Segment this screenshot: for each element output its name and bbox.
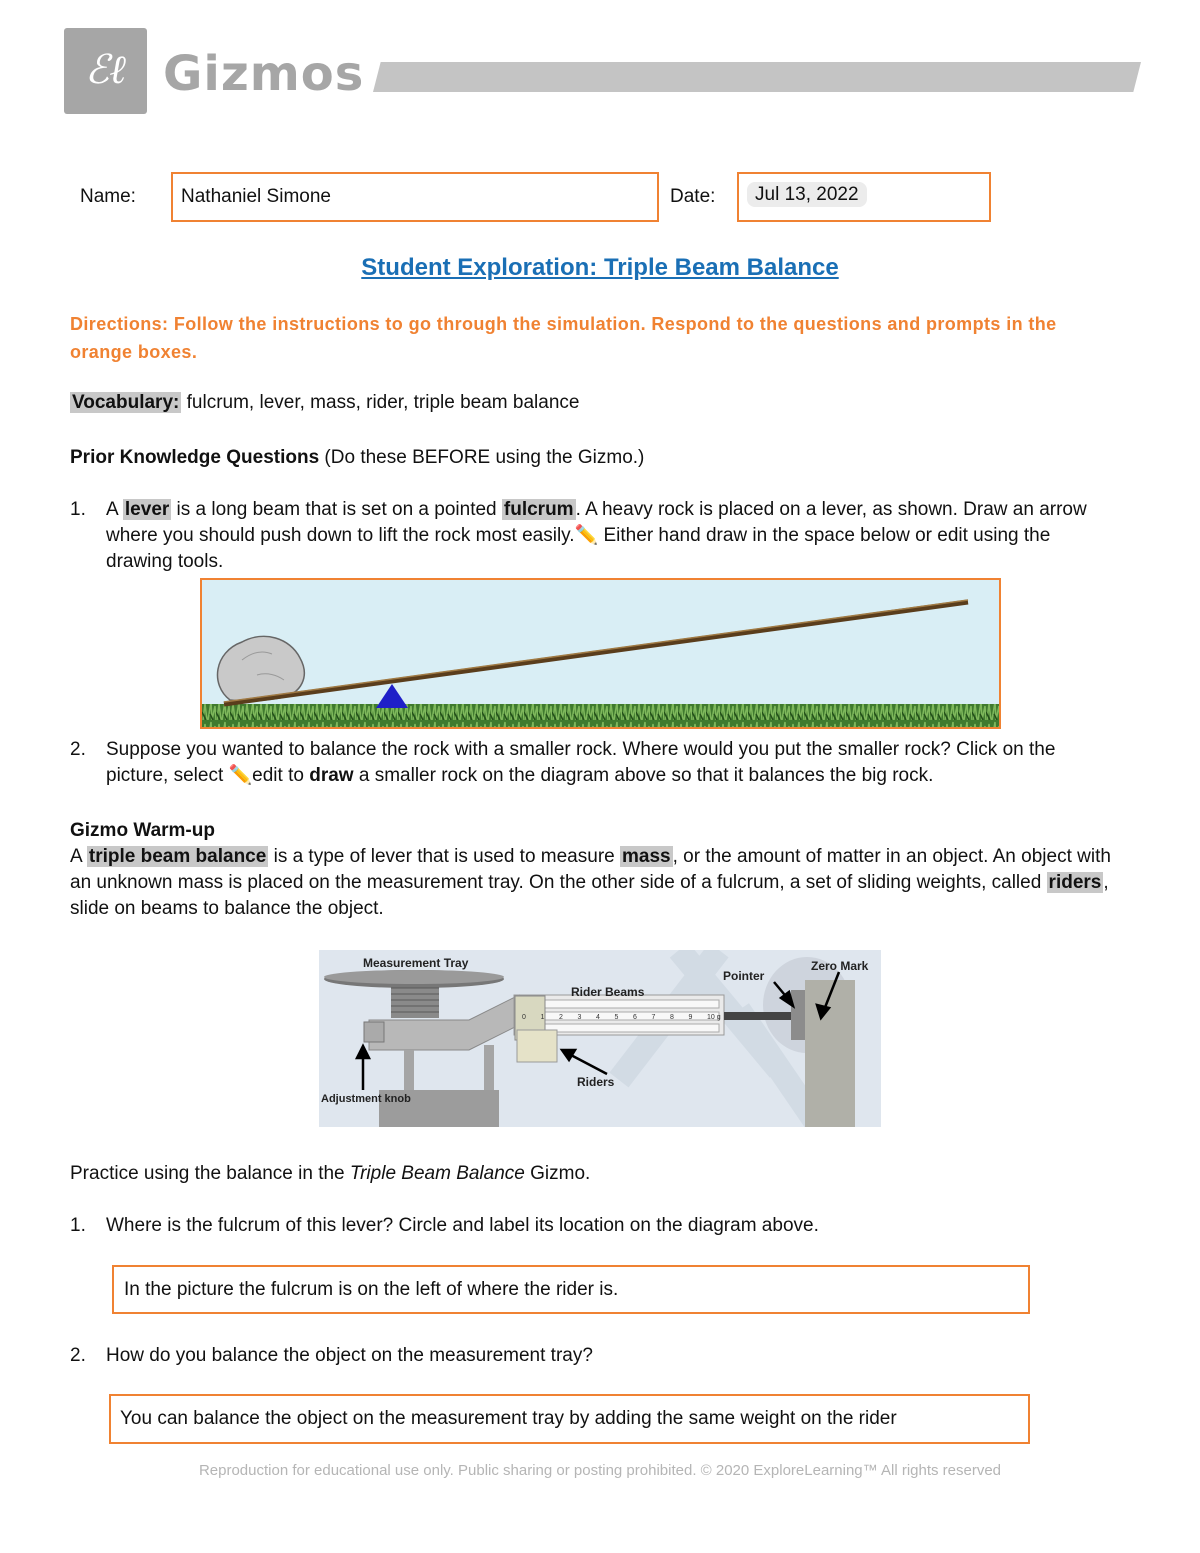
term-triple-beam-balance: triple beam balance [88,846,267,867]
tray-label: Measurement Tray [363,956,469,970]
scale-tick-label: 6 [633,1014,637,1021]
practice-text: Practice using the balance in the Triple Beam Balance Gizmo. [70,1163,591,1184]
term-mass: mass [622,846,671,867]
brand-name: Gizmos [163,46,365,102]
prior-note: (Do these BEFORE using the Gizmo.) [319,447,645,468]
warmup-question-2 [0,1343,1200,1371]
page-title: Student Exploration: Triple Beam Balance [361,254,839,281]
balance-diagram [319,950,881,1127]
date-label: Date: [670,186,716,207]
scale-tick-label: 9 [688,1014,693,1021]
directions: Directions: Follow the instructions to go through the simulation. Respond to the questions and prompts in the orange boxes. [70,314,1057,362]
answer-box-1[interactable] [112,1265,1030,1314]
term-fulcrum: fulcrum [503,499,574,520]
header-bar [373,62,1141,92]
question-1 [0,497,1200,577]
lever-diagram[interactable] [200,578,1001,729]
scale-tick-label: 3 [577,1014,582,1021]
date-value: Jul 13, 2022 [747,182,867,207]
zero-label: Zero Mark [811,959,869,973]
prior-knowledge [70,445,644,471]
scale-tick-label: 2 [559,1014,563,1021]
scale-tick-label: 5 [614,1014,619,1021]
answer-box-2[interactable] [109,1394,1030,1444]
term-lever: lever [124,499,170,520]
logo [64,28,147,114]
scale-tick-label: 10 g [707,1014,721,1021]
pencil-icon: ✏️ [574,525,599,546]
balance-illustration [319,950,881,1127]
question-2 [0,737,1200,791]
answer-text: You can balance the object on the measurement tray by adding the same weight on the rider [120,1408,897,1429]
scale-tick-label: 4 [596,1014,600,1021]
scale-tick-label: 1 [540,1014,545,1021]
scale-tick-label: 7 [651,1014,656,1021]
question-text: How do you balance the object on the measurement tray? [106,1345,593,1366]
term-riders: riders [1048,872,1102,893]
footer: Reproduction for educational use only. Public sharing or posting prohibited. © 2020 ExploreLearning™ All rights reserved [198,1462,1002,1479]
vocabulary-text: fulcrum, lever, mass, rider, triple beam balance [181,392,580,413]
gizmo-name: Triple Beam Balance [349,1163,525,1184]
vocabulary-label: Vocabulary: [72,392,180,413]
lever-illustration [202,580,999,727]
question-text: Suppose you wanted to balance the rock with a smaller rock. Where would you put the smaller rock? Click on the picture, select ✏️edit to draw a smaller rock on the diagram above so that it balances the big rock. [106,739,1056,786]
name-value: Nathaniel Simone [181,186,331,207]
name-field[interactable] [171,172,659,222]
pencil-icon: ✏️ [228,765,253,786]
warmup-heading: Gizmo Warm-up [70,820,215,841]
knob-label: Adjustment knob [321,1093,411,1105]
beams-label: Rider Beams [571,985,645,999]
scale-tick-label: 8 [670,1014,674,1021]
question-number: 2. [70,739,86,760]
question-number: 1. [70,1215,86,1236]
term-draw: draw [309,765,354,786]
question-text: Where is the fulcrum of this lever? Circle and label its location on the diagram above. [106,1215,819,1236]
prior-heading: Prior Knowledge Questions [70,447,320,468]
vocabulary [70,390,579,416]
pointer-bar [724,1012,792,1020]
question-number: 2. [70,1345,86,1366]
warmup-section: Gizmo Warm-up A triple beam balance is a type of lever that is used to measure mass , or the amount of matter in an object. An object with an unknown mass is placed on the measurement tray. On the other side of a fulcrum, a set of sliding weights, called riders , slide on beams to balance the object. [70,820,1111,919]
scale-tick-label: 0 [522,1014,526,1021]
date-field[interactable] [737,172,991,222]
warmup-question-1 [0,1213,1200,1241]
grass [202,704,999,727]
name-label: Name: [80,186,136,207]
logo-glyph: ℰℓ [85,47,126,93]
answer-text: In the picture the fulcrum is on the left of where the rider is. [124,1279,619,1300]
pointer-label: Pointer [723,969,765,983]
riders-label: Riders [577,1075,615,1089]
question-text: A lever is a long beam that is set on a pointed fulcrum . A heavy rock is placed on a lever, as shown. Draw an arrow where you should push down to lift the rock most easily.✏️ Either hand draw in the space below or edit using the drawing tools. [106,499,1087,572]
question-number: 1. [70,499,86,520]
